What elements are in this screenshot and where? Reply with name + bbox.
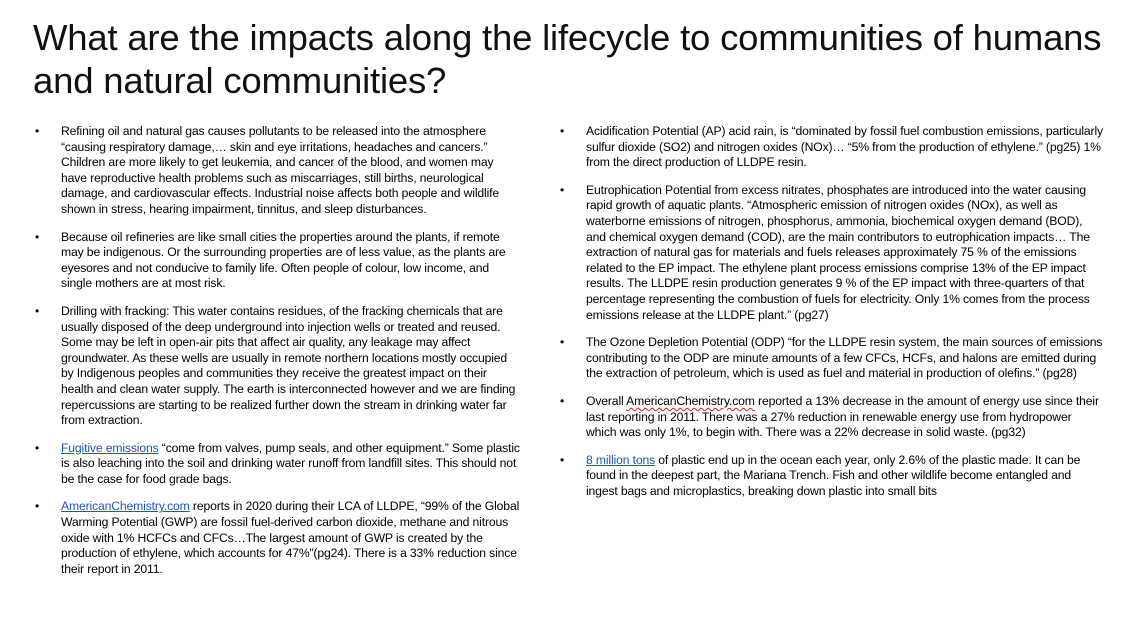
bullet-icon: • <box>35 499 40 514</box>
americanchemistry-link[interactable]: AmericanChemistry.com <box>61 499 190 514</box>
bullet-icon: • <box>560 393 565 408</box>
bullet-text: Drilling with fracking: This water contains residues, of the fracking chemicals that are usually disposed of the deep underground into injection wells or treated and reused. Some may be left in open-air pits that affect air quality, any leakage may affect groundwater. As these wells are usually in remote northern locations mostly occupied by Indigenous peoples and communities they receive the greatest impact on their health and clean water supply. The earth is interconnected however and we are finding repercussions are starting to be realized further down the stream in drinking water far from extraction. <box>61 303 516 428</box>
bullet-text: reports in 2020 during their LCA of LLDPE, “99% of the Global Warming Potential (GWP) are fossil fuel-derived carbon dioxide, methane and nitrous oxide with 1% HCFCs and CFCs…The largest amount of GWP is created by the production of ethylene, which accounts for 47%”(pg24). There is a 33% reduction since their report in 2011. <box>61 499 520 576</box>
bullet-item-ozone-depletion <box>560 335 1105 382</box>
bullet-icon: • <box>560 452 565 467</box>
bullet-text: of plastic end up in the ocean each year, only 2.6% of the plastic made. It can be found in the deepest part, the Mariana Trench. Fish and other wildlife become entangled and ingest bags and microplastics, breaking down plastic into small bits <box>586 452 1081 498</box>
bullet-item-refineries <box>35 230 522 292</box>
bullet-icon: • <box>560 124 565 138</box>
bullet-lead-text: Overall <box>586 393 627 408</box>
bullet-item-refining <box>35 124 522 218</box>
spellcheck-flagged-word: AmericanChemistry.com <box>626 393 755 408</box>
bullet-item-fracking <box>35 304 522 429</box>
bullet-icon: • <box>35 440 40 455</box>
bullet-text: Refining oil and natural gas causes pollutants to be released into the atmosphere “causing respiratory damage,… skin and eye irritations, headaches and cancers.” Children are more likely to get leukemia, and cancer of the blood, and women may have reproductive health problems such as miscarriages, still births, neurological damage, and cardiovascular effects. Industrial noise affects both people and wildlife shown in stress, hearing impairment, tinnitus, and sleep disturbances. <box>61 124 500 216</box>
bullet-icon: • <box>560 335 565 350</box>
bullet-icon: • <box>35 124 40 138</box>
8-million-tons-link[interactable]: 8 million tons <box>586 452 656 467</box>
bullet-item-americanchemistry-gwp <box>35 499 522 577</box>
left-bullet-list <box>35 124 522 589</box>
bullet-item-fugitive-emissions <box>35 441 522 488</box>
bullet-text: reported a 13% decrease in the amount of energy use since their last reporting in 2011. There was a 27% reduction in renewable energy use from hydropower which was only 1%, to begin with. There was a 22% decrease in solid waste. (pg32) <box>586 393 1099 440</box>
bullet-item-ocean-plastic <box>560 453 1105 500</box>
bullet-icon: • <box>35 229 40 244</box>
bullet-item-acidification <box>560 124 1105 171</box>
fugitive-emissions-link[interactable]: Fugitive emissions <box>61 440 159 455</box>
bullet-icon: • <box>560 182 565 197</box>
slide-title: What are the impacts along the lifecycle to communities of humans and natural communities? <box>33 17 1102 101</box>
bullet-item-energy-use <box>560 394 1105 441</box>
bullet-icon: • <box>35 303 40 318</box>
bullet-text: The Ozone Depletion Potential (ODP) “for the LLDPE resin system, the main sources of emissions contributing to the ODP are minute amounts of a few CFCs, HCFs, and halons are emitted during the extraction of petroleum, which is used as fuel and material in production of olefins.” (pg28) <box>586 335 1103 381</box>
bullet-text: “come from valves, pump seals, and other equipment.” Some plastic is also leaching into the soil and drinking water runoff from landfill sites. This should not be the case for food grade bags. <box>61 440 520 486</box>
bullet-text: Eutrophication Potential from excess nitrates, phosphates are introduced into the water causing rapid growth of aquatic plants. “Atmospheric emission of nitrogen oxides (NOx), as well as waterborne emissions of nitrogen, phosphorus, ammonia, biochemical oxygen demand (BOD), and chemical oxygen demand (COD), are the main contributors to eutrophication impacts… The extraction of natural gas for materials and fuels releases approximately 75 % of the emissions related to the EP impact. The ethylene plant process emissions comprise 13% of the EP impact results. The LLDPE resin production generates 9 % of the EP impact with three-quarters of that percentage representing the combustion of fuels for electricity. Only 1% comes from the process emissions release at the LLDPE plant.” (pg27) <box>586 182 1090 322</box>
bullet-text: Acidification Potential (AP) acid rain, is “dominated by fossil fuel combustion emissions, particularly sulfur dioxide (SO2) and nitrogen oxides (NOx)… “5% from the production of ethylene.” (pg25) 1% from the direct production of LLDPE resin. <box>586 124 1103 170</box>
bullet-text: Because oil refineries are like small cities the properties around the plants, if remote may be indigenous. Or the surrounding properties are of less value, as the plants are eyesores and not conducive to family life. Often people of colour, low income, and single mothers are at most risk. <box>61 229 506 291</box>
bullet-item-eutrophication <box>560 183 1105 323</box>
right-bullet-list <box>560 124 1105 511</box>
